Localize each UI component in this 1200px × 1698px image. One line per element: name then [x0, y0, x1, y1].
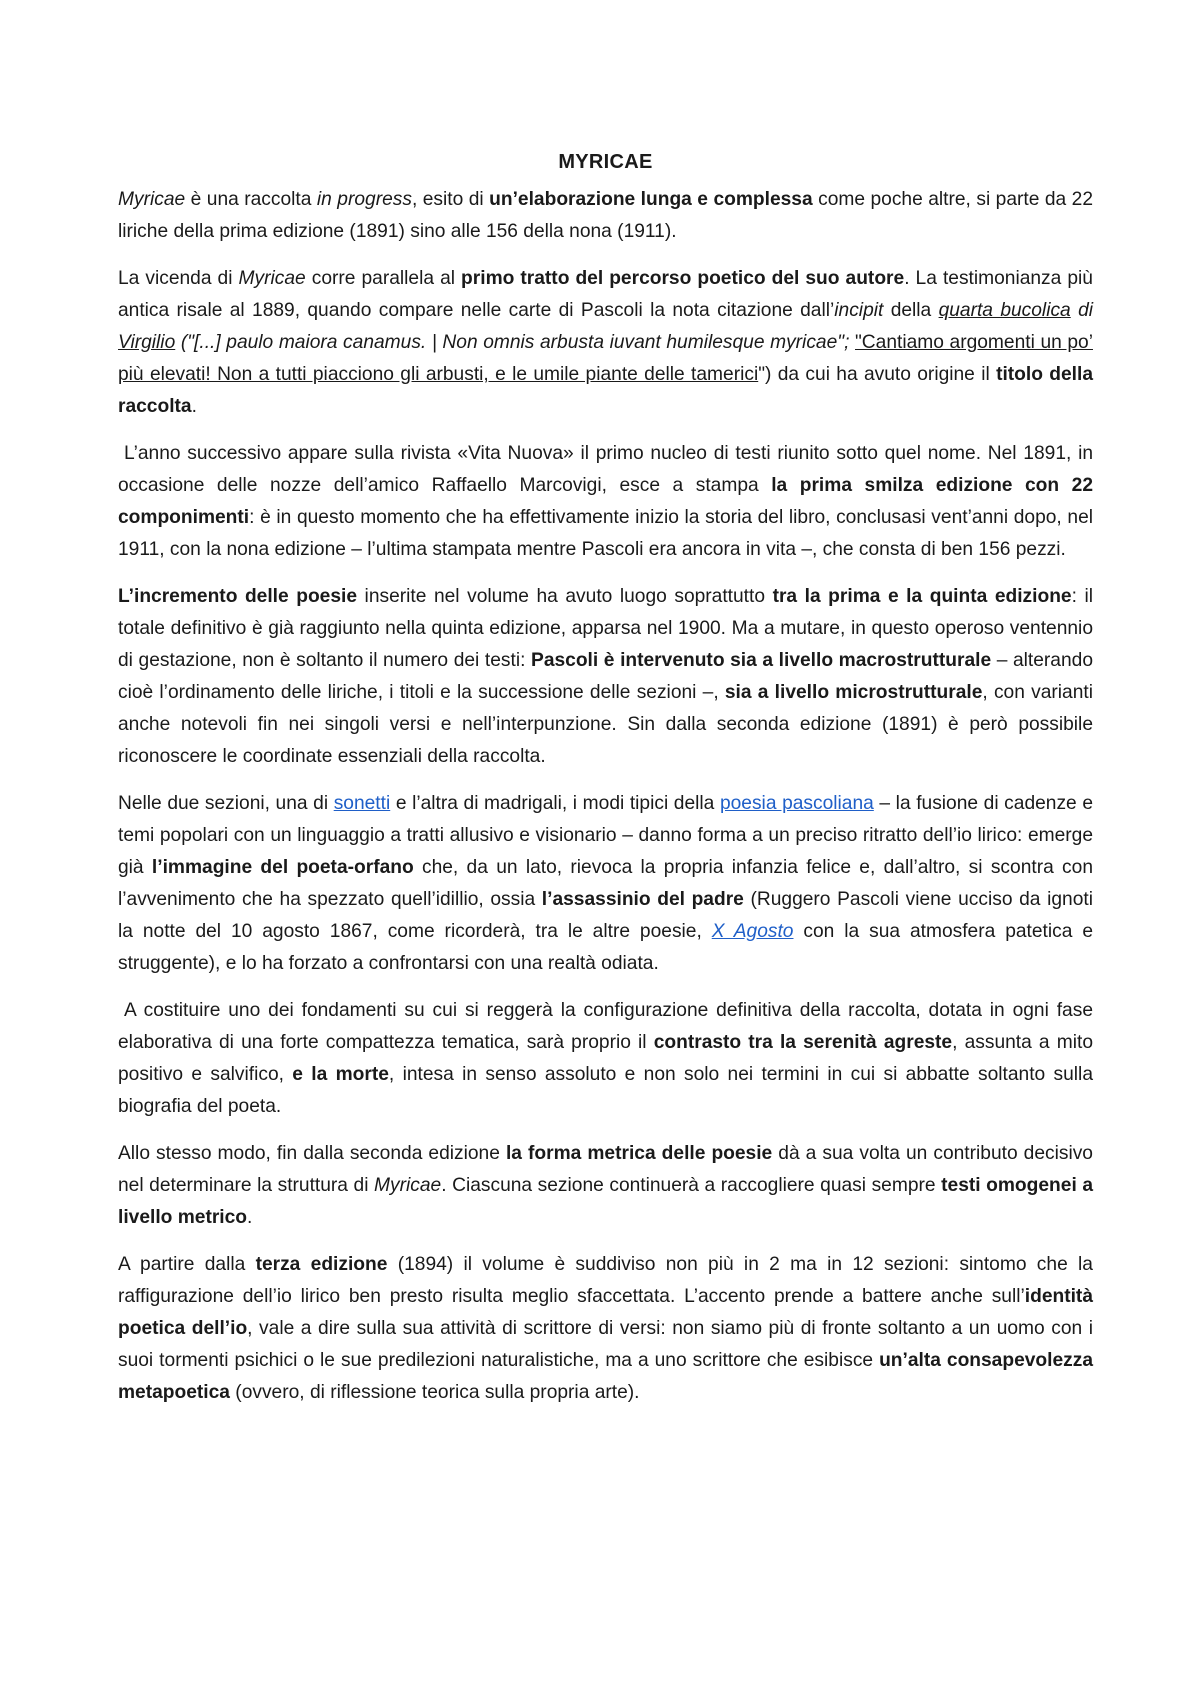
- paragraph-4: [118, 581, 1093, 773]
- text-run: A partire dalla: [118, 1254, 256, 1275]
- italic-term: Myricae: [118, 189, 186, 210]
- italic-term: Myricae: [374, 1175, 442, 1196]
- text-run: della: [883, 300, 939, 321]
- text-run: , esito di: [411, 189, 490, 210]
- bold-term: Pascoli è intervenuto sia a livello macrostrutturale: [531, 650, 992, 671]
- text-run: è una raccolta: [185, 189, 317, 210]
- bold-term: L’incremento delle poesie: [118, 586, 358, 607]
- text-run: : è in questo momento che ha effettivamente inizio la storia del libro, conclusasi vent’anni dopo, nel 1911, con la nona edizione – l’ultima stampata mentre Pascoli era ancora in vita –, che consta di ben 156 pezzi.: [118, 507, 1093, 560]
- text-run: , vale a dire sulla sua attività di scrittore di versi: non siamo più di fronte soltanto a un uomo con i suoi tormenti psichici o le sue predilezioni naturalistiche, ma a uno scrittore che esibisce: [118, 1318, 1093, 1371]
- bold-term: testi omogenei a livello metrico: [118, 1175, 1094, 1228]
- bold-term: l’immagine del poeta-orfano: [151, 857, 414, 878]
- text-run: che, da un lato, rievoca la propria infanzia felice e, dall’altro, si scontra con l’avvenimento che ha spezzato quell’idillio, ossia: [118, 857, 1093, 910]
- text-run: A costituire uno dei fondamenti su cui si reggerà la configurazione definitiva della raccolta, dotata in ogni fase elaborativa di una forte compattezza tematica, sarà proprio il: [118, 1000, 1093, 1053]
- text-run: , assunta a mito positivo e salvifico,: [118, 1032, 1093, 1085]
- italic-term: in progress: [316, 189, 412, 210]
- translation-quote: "Cantiamo argomenti un po’ più elevati! Non a tutti piacciono gli arbusti, e le umile piante delle tamerici: [118, 332, 1093, 385]
- text-run: – alterando cioè l’ordinamento delle liriche, i titoli e la successione delle sezioni –,: [118, 650, 1093, 703]
- text-run: e l’altra di madrigali, i modi tipici della: [390, 793, 720, 814]
- underlined-term: quarta bucolica: [938, 300, 1071, 321]
- bold-term: un’alta consapevolezza metapoetica: [118, 1350, 1093, 1403]
- italic-term: Myricae: [238, 268, 306, 289]
- text-run: : il totale definitivo è già raggiunto nella quinta edizione, apparsa nel 1900. Ma a mutare, in questo operoso ventennio di gestazione, non è soltanto il numero dei testi:: [118, 586, 1093, 671]
- paragraph-8: [118, 1249, 1093, 1409]
- text-run: . Ciascuna sezione continuerà a raccogliere quasi sempre: [441, 1175, 942, 1196]
- text-run: . La testimonianza più antica risale al 1889, quando compare nelle carte di Pascoli la nota citazione dall’: [118, 268, 1093, 321]
- text-run: come poche altre, si parte da 22 liriche della prima edizione (1891) sino alle 156 della nona (1911).: [118, 189, 1094, 242]
- text-run: , intesa in senso assoluto e non solo nei termini in cui si abbatte soltanto sulla biografia del poeta.: [118, 1064, 1093, 1117]
- text-run: .: [247, 1207, 253, 1228]
- underlined-term: Virgilio: [118, 332, 176, 353]
- text-run: .: [191, 396, 197, 417]
- paragraph-5: [118, 788, 1093, 980]
- text-run: La vicenda di: [118, 268, 239, 289]
- bold-term: un’elaborazione lunga e complessa: [489, 189, 813, 210]
- text-run: ") da cui ha avuto origine il: [758, 364, 997, 385]
- bold-term: sia a livello microstrutturale: [724, 682, 983, 703]
- bold-term: contrasto tra la serenità agreste: [653, 1032, 953, 1053]
- text-run: (ovvero, di riflessione teorica sulla propria arte).: [229, 1382, 640, 1403]
- bold-term: tra la prima e la quinta edizione: [772, 586, 1072, 607]
- text-run: con la sua atmosfera patetica e struggente), e lo ha forzato a confrontarsi con una realtà odiata.: [118, 921, 1094, 974]
- paragraph-2: [118, 263, 1093, 423]
- bold-term: titolo della raccolta: [118, 364, 1094, 417]
- bold-term: la forma metrica delle poesie: [505, 1143, 773, 1164]
- bold-term: terza edizione: [255, 1254, 388, 1275]
- page-title: MYRICAE: [558, 151, 653, 173]
- paragraph-3: [118, 438, 1093, 566]
- italic-term: incipit: [834, 300, 884, 321]
- paragraph-1: [118, 184, 1093, 248]
- text-run: – la fusione di cadenze e temi popolari con un linguaggio a tratti allusivo e visionario – danno forma a un preciso ritratto dell’io lirico: emerge già: [118, 793, 1093, 878]
- paragraph-7: [118, 1138, 1093, 1234]
- text-run: di: [1070, 300, 1094, 321]
- text-run: (1894) il volume è suddiviso non più in 2 ma in 12 sezioni: sintomo che la raffigurazione dell’io lirico ben presto risulta meglio sfaccettata. L’accento prende a battere anche sull’: [118, 1254, 1093, 1307]
- x-agosto-link[interactable]: X Agosto: [711, 921, 794, 942]
- bold-term: primo tratto del percorso poetico del suo autore: [461, 268, 905, 289]
- sonetti-link[interactable]: sonetti: [333, 793, 391, 814]
- poesia-pascoliana-link[interactable]: poesia pascoliana: [719, 793, 874, 814]
- latin-quote: ("[...] paulo maiora canamus. | Non omnis arbusta iuvant humilesque myricae";: [175, 332, 855, 353]
- text-run: Nelle due sezioni, una di: [118, 793, 334, 814]
- text-run: , con varianti anche notevoli fin nei singoli versi e nell’interpunzione. Sin dalla seconda edizione (1891) è però possibile riconoscere le coordinate essenziali della raccolta.: [118, 682, 1093, 767]
- paragraph-6: [118, 995, 1093, 1123]
- bold-term: l’assassinio del padre: [541, 889, 744, 910]
- text-run: L’anno successivo appare sulla rivista «Vita Nuova» il primo nucleo di testi riunito sotto quel nome. Nel 1891, in occasione delle nozze dell’amico Raffaello Marcovigi, esce a stampa: [118, 443, 1093, 496]
- text-run: corre parallela al: [305, 268, 462, 289]
- text-run: (Ruggero Pascoli viene ucciso da ignoti la notte del 10 agosto 1867, come ricorderà, tra le altre poesie,: [118, 889, 1093, 942]
- text-run: Allo stesso modo, fin dalla seconda edizione: [118, 1143, 506, 1164]
- bold-term: identità poetica dell’io: [118, 1286, 1093, 1339]
- text-run: dà a sua volta un contributo decisivo nel determinare la struttura di: [118, 1143, 1093, 1196]
- bold-term: e la morte: [292, 1064, 389, 1085]
- document-page: [118, 148, 1093, 1424]
- bold-term: la prima smilza edizione con 22 componimenti: [118, 475, 1093, 528]
- text-run: inserite nel volume ha avuto luogo soprattutto: [357, 586, 773, 607]
